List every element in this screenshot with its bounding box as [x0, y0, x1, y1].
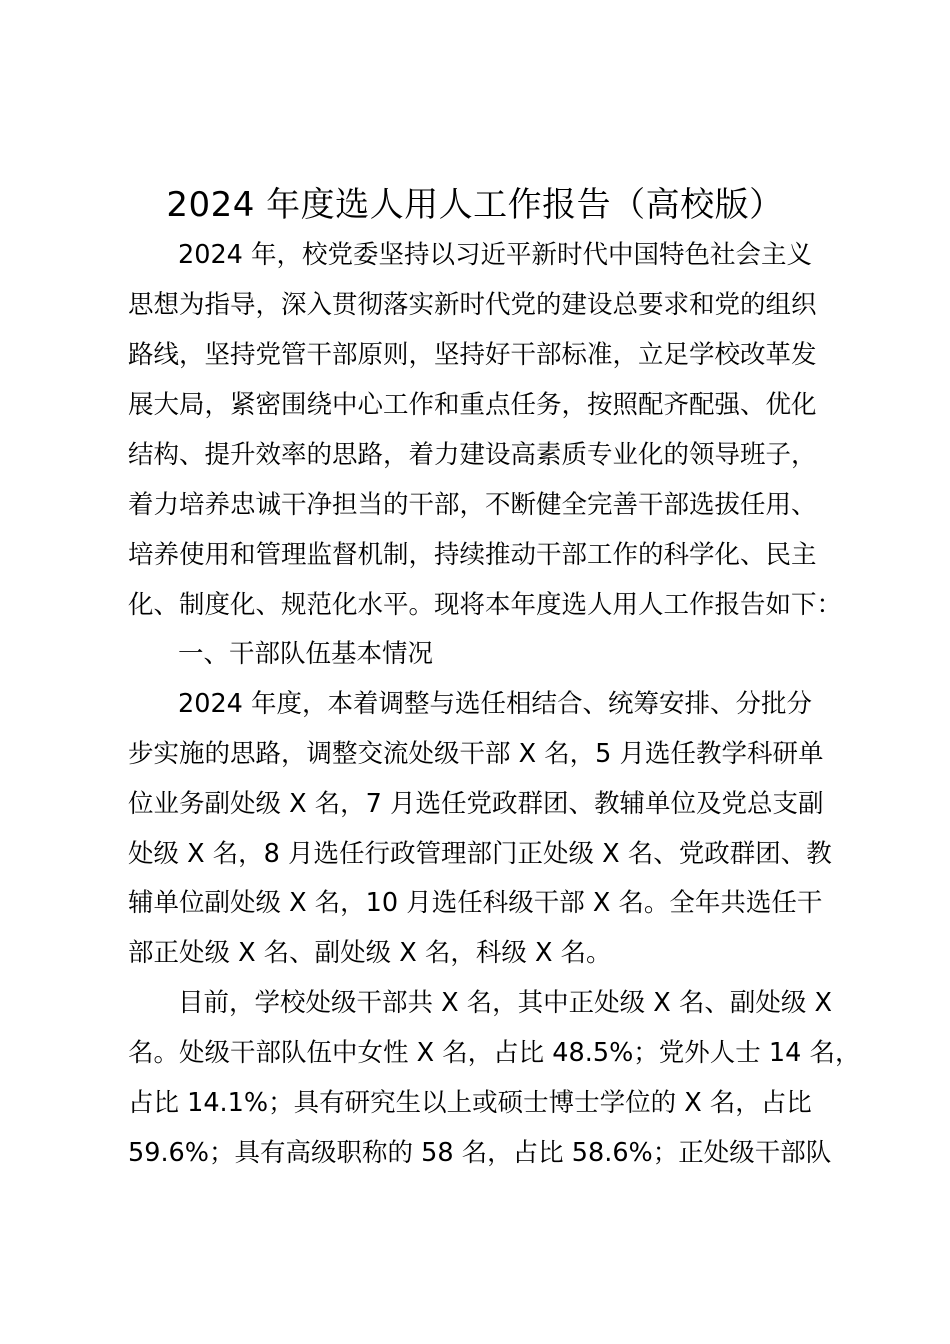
body-line-16: 目前，学校处级干部共 X 名，其中正处级 X 名、副处级 X	[178, 988, 832, 1018]
body-line-6: 着力培养忠诚干净担当的干部，不断健全完善干部选拔任用、	[128, 490, 817, 520]
document-title: 2024 年度选人用人工作报告（高校版）	[166, 185, 784, 225]
body-line-12: 位业务副处级 X 名，7 月选任党政群团、教辅单位及党总支副	[128, 789, 824, 819]
body-line-2: 思想为指导，深入贯彻落实新时代党的建设总要求和党的组织	[128, 290, 817, 320]
body-line-17: 名。处级干部队伍中女性 X 名，占比 48.5%；党外人士 14 名，	[128, 1038, 861, 1068]
body-line-10: 2024 年度，本着调整与选任相结合、统筹安排、分批分	[178, 689, 813, 719]
body-line-8: 化、制度化、规范化水平。现将本年度选人用人工作报告如下：	[128, 590, 843, 620]
body-line-13: 处级 X 名，8 月选任行政管理部门正处级 X 名、党政群团、教	[128, 839, 832, 869]
body-line-5: 结构、提升效率的思路，着力建设高素质专业化的领导班子，	[128, 440, 817, 470]
body-line-19: 59.6%；具有高级职称的 58 名，占比 58.6%；正处级干部队	[128, 1138, 832, 1168]
body-line-18: 占比 14.1%；具有研究生以上或硕士博士学位的 X 名，占比	[128, 1088, 812, 1118]
body-line-4: 展大局，紧密围绕中心工作和重点任务，按照配齐配强、优化	[128, 390, 817, 420]
body-line-1: 2024 年，校党委坚持以习近平新时代中国特色社会主义	[178, 240, 813, 270]
body-line-3: 路线，坚持党管干部原则，坚持好干部标准，立足学校改革发	[128, 340, 817, 370]
body-line-15: 部正处级 X 名、副处级 X 名，科级 X 名。	[128, 938, 612, 968]
body-line-14: 辅单位副处级 X 名，10 月选任科级干部 X 名。全年共选任干	[128, 888, 823, 918]
body-line-11: 步实施的思路，调整交流处级干部 X 名，5 月选任教学科研单	[128, 739, 824, 769]
body-line-7: 培养使用和管理监督机制，持续推动干部工作的科学化、民主	[128, 540, 817, 570]
section-heading: 一、干部队伍基本情况	[178, 639, 434, 669]
